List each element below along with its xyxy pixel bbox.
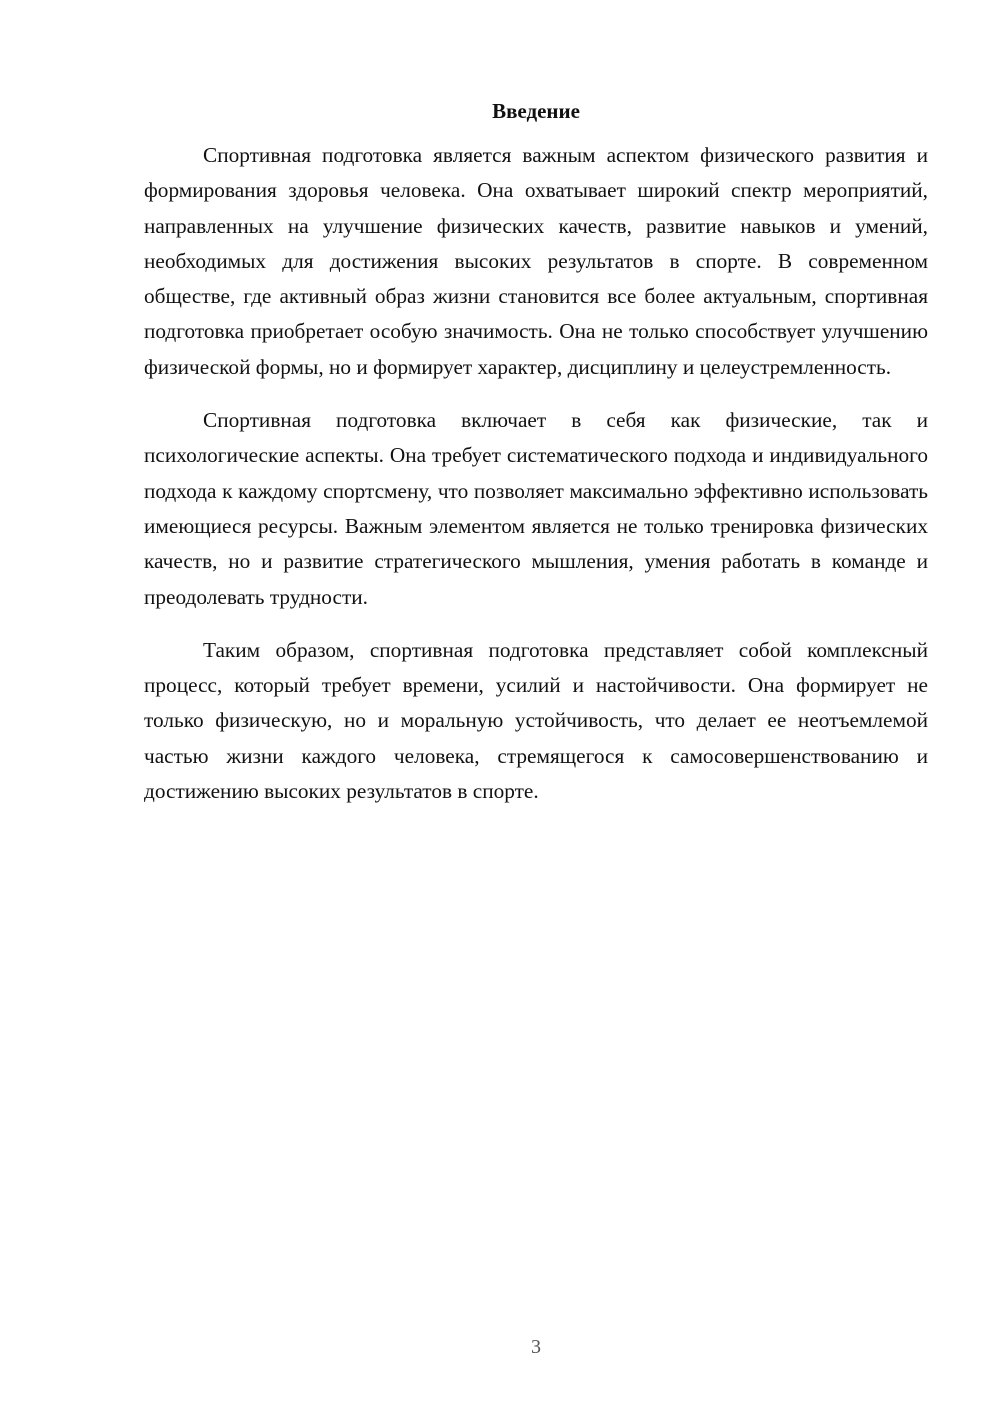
page-number: 3 [531, 1336, 541, 1358]
paragraph-3: Таким образом, спортивная подготовка представляет собой комплексный процесс, который требует времени, усилий и настойчивости. Она формирует не только физическую, но и моральную устойчивость, что делает ее неотъемлемой частью жизни каждого человека, стремящегося к самосовершенствованию и достижению высоких результатов в спорте. [144, 637, 928, 804]
paragraph-1: Спортивная подготовка является важным аспектом физического развития и формирования здоровья человека. Она охватывает широкий спектр мероприятий, направленных на улучшение физических качеств, развитие навыков и умений, необходимых для достижения высоких результатов в спорте. В современном обществе, где активный образ жизни становится все более актуальным, спортивная подготовка приобретает особую значимость. Она не только способствует улучшению физической формы, но и формирует характер, дисциплину и целеустремленность. [144, 143, 928, 379]
section-title: Введение [492, 99, 580, 123]
paragraph-2: Спортивная подготовка включает в себя как физические, так и психологические аспекты. Она требует систематического подхода и индивидуального подхода к каждому спортсмену, что позволяет максимально эффективно использовать имеющиеся ресурсы. Важным элементом является не только тренировка физических качеств, но и развитие стратегического мышления, умения работать в команде и преодолевать трудности. [144, 408, 928, 609]
page-content [144, 96, 928, 827]
